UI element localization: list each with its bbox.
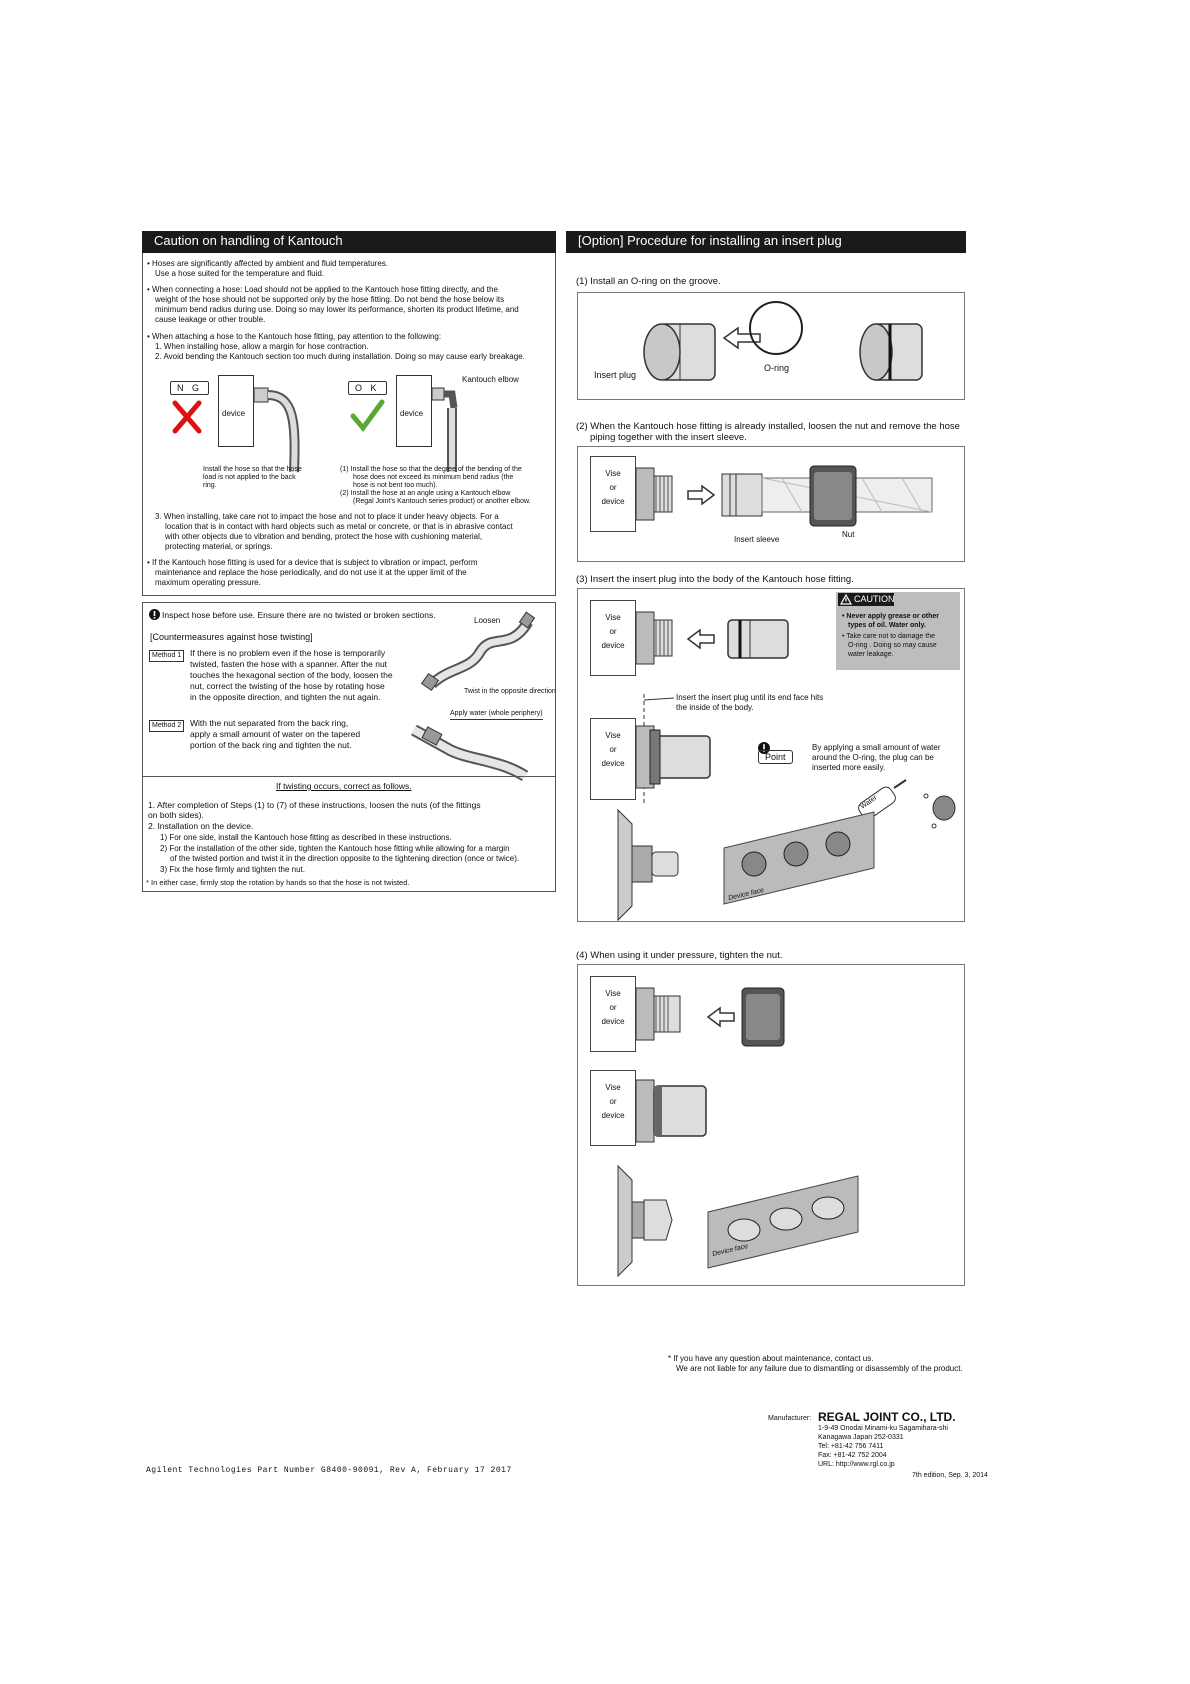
tightened-assembly-illustration [636, 1076, 716, 1146]
warning-triangle-icon [840, 594, 852, 605]
company-address-1: 1-9-49 Onodai Minami-ku Sagamihara-shi [818, 1425, 948, 1432]
bullet-temperature-2: Use a hose suited for the temperature and fluid. [155, 269, 324, 278]
caution-line4: O-ring . Doing so may cause [848, 642, 937, 649]
caution-line5: water leakage. [848, 651, 894, 658]
edition-text: 7th edition, Sep. 3, 2014 [912, 1472, 988, 1479]
step3-text: (3) Insert the insert plug into the body of the Kantouch hose fitting. [576, 574, 854, 585]
or-text: or [609, 483, 617, 492]
method2-badge: Method 2 [149, 720, 184, 732]
footer-note-1: * If you have any question about maintenance, contact us. [668, 1354, 874, 1363]
device-text: device [601, 1111, 625, 1120]
ok-caption-2: hose does not exceed its minimum bend radius (the [353, 474, 514, 481]
ok-check-icon [350, 398, 384, 432]
vise-text: Vise [605, 1083, 621, 1092]
ng-caption: Install the hose so that the hose [203, 466, 302, 473]
water-bottle-label: Water [859, 794, 879, 811]
fitting-body-illustration [636, 464, 676, 524]
vise-text: Vise [605, 613, 621, 622]
insert-note-1: Insert the insert plug until its end face hits [676, 693, 824, 702]
method2-line2: apply a small amount of water on the tapered [190, 729, 361, 739]
device-text: device [601, 497, 625, 506]
bullet-attaching-item2: 2. Avoid bending the Kantouch section too much during installation. Doing so may cause early breakage. [155, 352, 525, 361]
fitting-body-illustration-4 [636, 984, 686, 1044]
ok-caption-4: (2) Install the hose at an angle using a Kantouch elbow [340, 490, 511, 497]
device-face-label-4: Device face [711, 1242, 749, 1259]
footer-note-2: We are not liable for any failure due to dismantling or disassembly of the product. [676, 1364, 963, 1373]
elbow-label: Kantouch elbow [462, 375, 519, 384]
method1-line4: nut, correct the twisting of the hose by rotating hose [190, 681, 385, 691]
item3-line3: with other objects due to vibration and bending, protect the hose with cushioning material, [165, 532, 483, 541]
caution-title: CAUTION [854, 594, 895, 604]
method1-badge: Method 1 [149, 650, 184, 662]
ok-caption-3: hose is not bent too much). [353, 482, 438, 489]
nut-illustration [742, 988, 786, 1048]
oring-label: O-ring [764, 363, 790, 373]
caution-line1: • Never apply grease or other [842, 613, 939, 620]
method1-line5: in the opposite direction, and tighten the nut again. [190, 692, 381, 702]
method1-line1: If there is no problem even if the hose is temporarily [190, 648, 386, 658]
ok-badge: O K [348, 381, 387, 395]
fitting-body-illustration-3a [636, 608, 676, 668]
bullet-connecting-4: cause leakage or other trouble. [155, 315, 266, 324]
plug-with-oring-illustration [856, 318, 936, 388]
insert-plug-illustration [640, 318, 730, 388]
insert-sleeve-label: Insert sleeve [734, 535, 780, 544]
vise-text: Vise [605, 731, 621, 740]
ng-hose-illustration [254, 382, 314, 472]
arrow-left-icon [686, 628, 716, 650]
arrow-left-icon [706, 1006, 736, 1028]
company-address-2: Kanagawa Japan 252-0331 [818, 1434, 904, 1441]
step2-text: (2) When the Kantouch hose fitting is already installed, loosen the nut and remove the hose [576, 421, 960, 432]
vise-text: Vise [605, 989, 621, 998]
step2-text-2: piping together with the insert sleeve. [590, 432, 747, 443]
method1-line2: twisted, fasten the hose with a spanner. After the nut [190, 659, 388, 669]
assembled-plug-illustration [636, 722, 716, 792]
or-text: or [609, 745, 617, 754]
insert-plug-label: Insert plug [594, 370, 637, 380]
water-label: Apply water (whole periphery) [450, 709, 543, 720]
insert-note-2: the inside of the body. [676, 703, 754, 712]
caution-line3: • Take care not to damage the [842, 633, 935, 640]
method2-line1: With the nut separated from the back ring, [190, 718, 349, 728]
or-text: or [609, 1097, 617, 1106]
point-text-1: By applying a small amount of water [812, 743, 941, 752]
part-number: Agilent Technologies Part Number G8400-90091, Rev A, February 17 2017 [146, 1466, 512, 1475]
device-face-label-3: Device face [727, 886, 765, 903]
item3-line2: location that is in contact with hard objects such as metal or concrete, or that is in abrasive contact [165, 522, 513, 531]
insert-plug-side-illustration [728, 614, 798, 664]
hose-with-sleeve-illustration [722, 460, 962, 540]
fix-step1: 1. After completion of Steps (1) to (7) of these instructions, loosen the nuts (of the fittings [148, 800, 481, 810]
item3-line4: protecting material, or springs. [165, 542, 273, 551]
arrow-right-icon [686, 484, 716, 506]
method1-line3: touches the hexagonal section of the body, loosen the [190, 670, 393, 680]
twist-divider [142, 776, 556, 777]
twisted-hose-illustration [420, 612, 540, 692]
oring-icon [748, 300, 804, 356]
step1-text: (1) Install an O-ring on the groove. [576, 276, 721, 287]
vise-block-step4a [590, 976, 636, 1052]
ng-caption-3: ring. [203, 482, 217, 489]
point-text-2: around the O-ring, the plug can be [812, 753, 934, 762]
fix-step1b: on both sides). [148, 810, 204, 820]
device-face-plate-illustration-4 [708, 1172, 868, 1272]
device-mount-illustration-4 [614, 1166, 704, 1276]
caution-panel-title: Caution on handling of Kantouch [142, 231, 556, 253]
or-text: or [609, 627, 617, 636]
device-text: device [601, 641, 625, 650]
company-fax: Fax: +81-42 752 2004 [818, 1452, 887, 1459]
fix-step2-1: 1) For one side, install the Kantouch hose fitting as described in these instructions. [160, 833, 452, 842]
company-name: REGAL JOINT CO., LTD. [818, 1410, 956, 1424]
vise-block-step3b [590, 718, 636, 800]
correct-heading: If twisting occurs, correct as follows. [276, 781, 412, 791]
manufacturer-label: Manufacturer: [768, 1415, 812, 1422]
or-text: or [609, 1003, 617, 1012]
vise-block-step2 [590, 456, 636, 532]
ok-caption-1: (1) Install the hose so that the degree of the bending of the [340, 466, 522, 473]
item3-line1: 3. When installing, take care not to impact the hose and not to place it under heavy objects. For a [155, 512, 499, 521]
fix-step2: 2. Installation on the device. [148, 821, 254, 831]
vise-block-step4b [590, 1070, 636, 1146]
method2-line3: portion of the back ring and tighten the nut. [190, 740, 352, 750]
bullet-vibration-2: maintenance and replace the hose periodically, and do not use it at the upper limit of the [155, 568, 467, 577]
ok-device-label: device [400, 409, 424, 418]
company-url: URL: http://www.rgl.co.jp [818, 1461, 895, 1468]
step4-text: (4) When using it under pressure, tighten the nut. [576, 950, 783, 961]
exclamation-icon [149, 609, 160, 620]
insert-plug-title: [Option] Procedure for installing an insert plug [566, 231, 966, 253]
bullet-vibration: • If the Kantouch hose fitting is used for a device that is subject to vibration or impact, perform [147, 558, 478, 567]
countermeasures-title: [Countermeasures against hose twisting] [150, 632, 313, 642]
company-tel: Tel: +81-42 756 7411 [818, 1443, 884, 1450]
vise-text: Vise [605, 469, 621, 478]
point-text-3: inserted more easily. [812, 763, 886, 772]
bullet-connecting-3: minimum bend radius during use. Doing so may lower its performance, shorten its product lifetime, and [155, 305, 519, 314]
ng-cross-icon [172, 400, 202, 434]
ng-badge: N G [170, 381, 209, 395]
device-text: device [601, 759, 625, 768]
bullet-connecting-2: weight of the hose should not be supported only by the hose fitting. Do not bend the hose below its [155, 295, 505, 304]
vise-block-step3a [590, 600, 636, 676]
bullet-attaching-item1: 1. When installing hose, allow a margin for hose contraction. [155, 342, 369, 351]
fix-step2-3: 3) Fix the hose firmly and tighten the nut. [160, 865, 305, 874]
caution-line2: types of oil. Water only. [848, 622, 926, 629]
bullet-vibration-3: maximum operating pressure. [155, 578, 261, 587]
bullet-connecting: • When connecting a hose: Load should not be applied to the Kantouch hose fitting directly, and the [147, 285, 498, 294]
bullet-temperature: • Hoses are significantly affected by ambient and fluid temperatures. [147, 259, 389, 268]
bullet-attaching: • When attaching a hose to the Kantouch hose fitting, pay attention to the following: [147, 332, 442, 341]
ng-caption-2: load is not applied to the back [203, 474, 296, 481]
ok-elbow-illustration [432, 382, 482, 472]
device-mount-illustration-3 [614, 810, 704, 920]
device-text: device [601, 1017, 625, 1026]
twist-direction-label: Twist in the opposite direction [464, 688, 556, 695]
water-hose-illustration [410, 716, 530, 776]
fix-step2-2b: of the twisted portion and twist it in the direction opposite to the tightening direction (once or twice). [170, 854, 520, 863]
fix-step2-2: 2) For the installation of the other side, tighten the Kantouch hose fitting while allowing for a margin [160, 844, 510, 853]
ok-caption-5: (Regal Joint's Kantouch series product) or another elbow. [353, 498, 531, 505]
loosen-label: Loosen [474, 616, 501, 625]
inspect-text: Inspect hose before use. Ensure there are no twisted or broken sections. [162, 610, 436, 620]
point-label: Point [758, 750, 793, 764]
ng-device-label: device [222, 409, 246, 418]
nut-label: Nut [842, 530, 855, 539]
fix-note: * In either case, firmly stop the rotation by hands so that the hose is not twisted. [146, 878, 410, 887]
